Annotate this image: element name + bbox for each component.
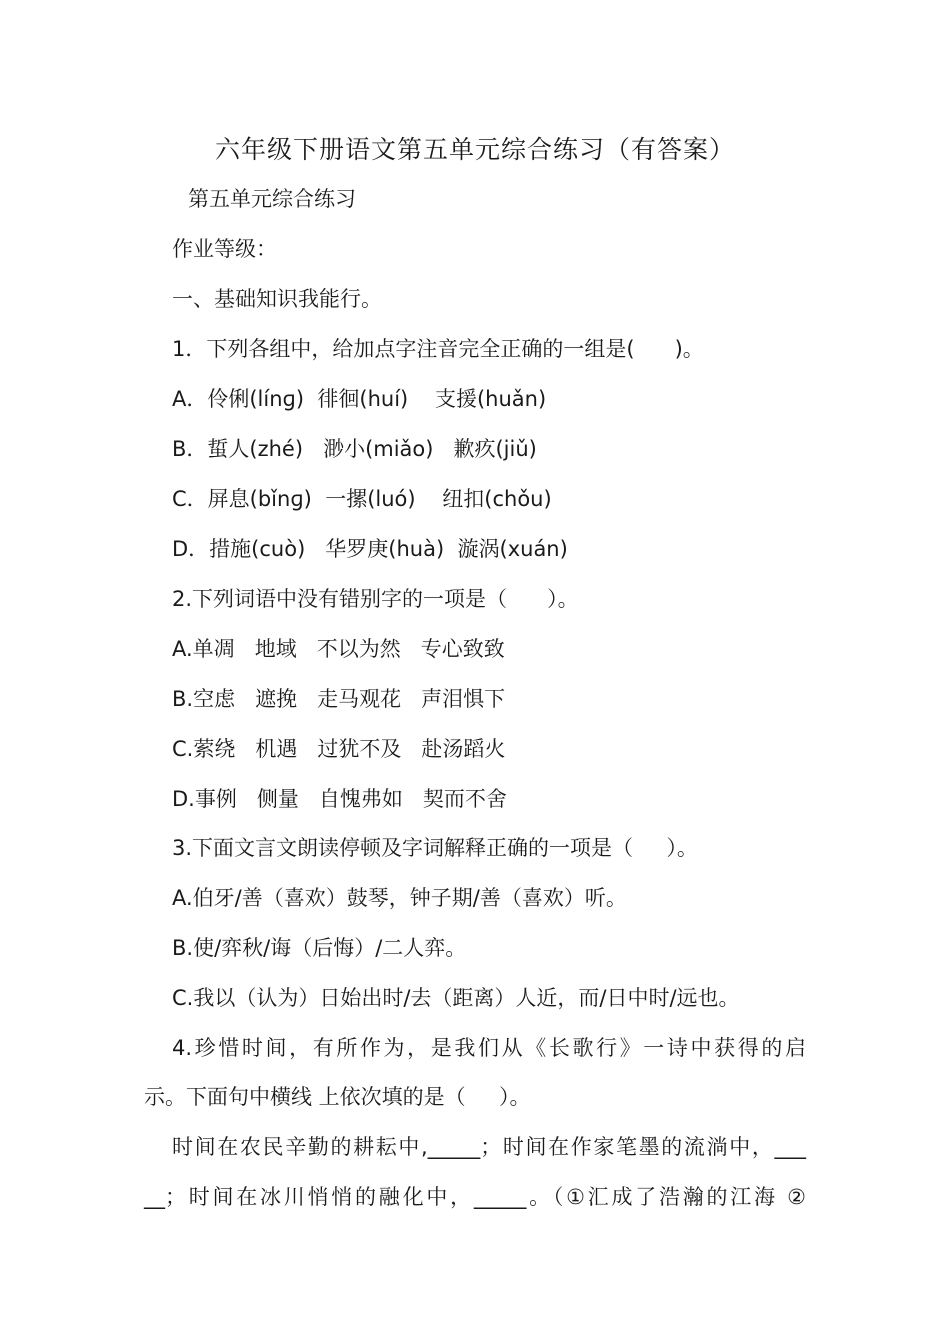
fill-in-line-1: 时间在农民辛勤的耕耘中,_____；时间在作家笔墨的流淌中，___ (172, 1135, 806, 1159)
question-2: 2.下列词语中没有错别字的一项是（ ）。 (172, 587, 579, 611)
question-3-option-c: C.我以（认为）日始出时/去（距离）人近，而/日中时/远也。 (172, 986, 740, 1010)
question-3-option-b: B.使/弈秋/诲（后悔）/二人弈。 (172, 936, 467, 960)
question-1-option-a: A．伶俐(línɡ) 徘徊(huí) 支援(huǎn) (172, 387, 547, 411)
question-1-option-c: C．屏息(bǐnɡ) 一摞(luó) 纽扣(chǒu) (172, 487, 552, 511)
question-4-line-1: 4.珍惜时间，有所作为，是我们从《长歌行》一诗中获得的启 (172, 1036, 806, 1060)
question-1-option-b: B．蜇人(zhé) 渺小(miǎo) 歉疚(jiǔ) (172, 437, 537, 461)
fill-in-line-2: __；时间在冰川悄悄的融化中，_____。（①汇成了浩瀚的江海 ② (144, 1185, 806, 1209)
question-1: 1．下列各组中，给加点字注音完全正确的一组是( )。 (172, 337, 704, 361)
part-heading: 一、基础知识我能行。 (172, 287, 382, 311)
page-title: 六年级下册语文第五单元综合练习（有答案） (214, 135, 735, 164)
question-4-line-2: 示。下面句中横线 上依次填的是（ ）。 (144, 1085, 531, 1109)
question-2-option-a: A.单凋 地域 不以为然 专心致致 (172, 637, 505, 661)
question-3: 3.下面文言文朗读停顿及字词解释正确的一项是（ ）。 (172, 836, 698, 860)
question-1-option-d: D．措施(cuò) 华罗庚(huà) 漩涡(xuán) (172, 537, 568, 561)
question-2-option-b: B.空虑 遮挽 走马观花 声泪惧下 (172, 687, 506, 711)
question-2-option-d: D.事例 侧量 自愧弗如 契而不舍 (172, 787, 507, 811)
question-2-option-c: C.萦绕 机遇 过犹不及 赴汤蹈火 (172, 737, 506, 761)
section-heading: 第五单元综合练习 (188, 187, 356, 211)
question-3-option-a: A.伯牙/善（喜欢）鼓琴，钟子期/善（喜欢）听。 (172, 886, 627, 910)
grade-label: 作业等级： (172, 237, 277, 261)
